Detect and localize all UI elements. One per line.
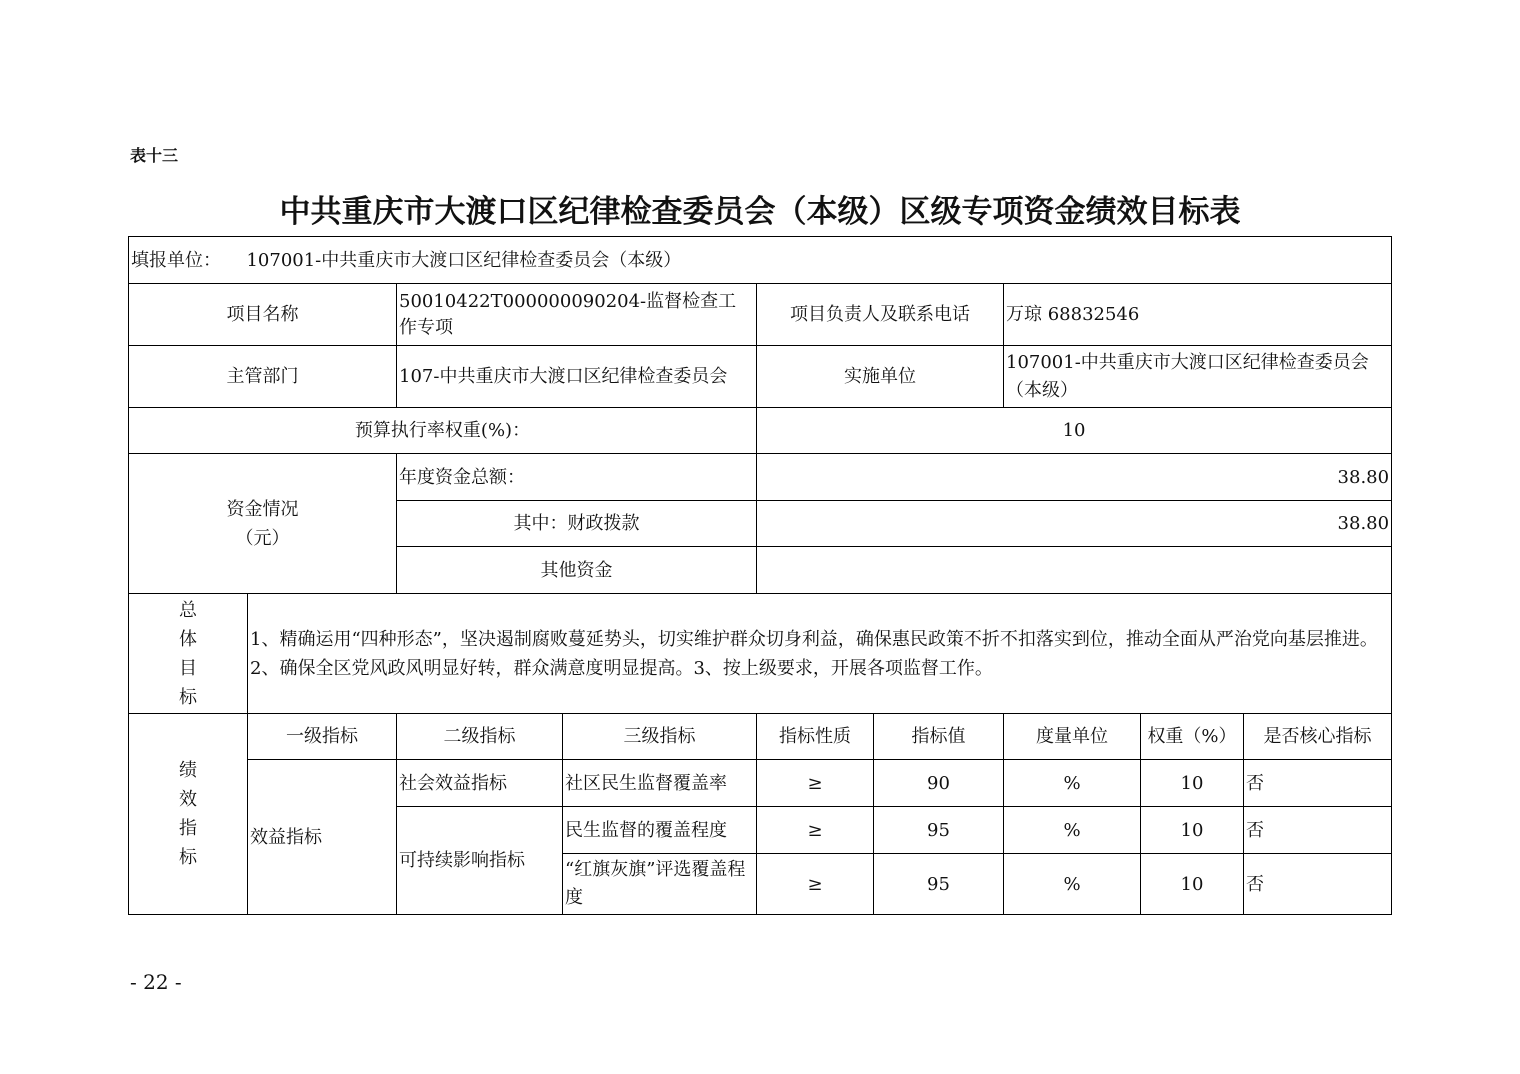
other-funds-label: 其他资金 xyxy=(397,547,757,594)
core-cell: 否 xyxy=(1244,807,1392,854)
unit-cell: % xyxy=(1004,854,1141,915)
header-level3: 三级指标 xyxy=(563,714,757,760)
value-cell: 95 xyxy=(874,807,1004,854)
implementing-unit-value: 107001-中共重庆市大渡口区纪律检查委员会（本级） xyxy=(1004,346,1392,408)
project-owner-value: 万琼 68832546 xyxy=(1004,284,1392,346)
funds-label xyxy=(129,454,397,594)
funds-label-text: 资金情况（元） xyxy=(226,498,299,549)
level2-social-cell: 社会效益指标 xyxy=(397,760,563,807)
other-funds-value xyxy=(757,547,1392,594)
weight-cell: 10 xyxy=(1141,807,1244,854)
fiscal-funds-label: 其中：财政拨款 xyxy=(397,501,757,547)
overall-goal-label-text: 总体目标 xyxy=(179,599,197,708)
value-cell: 95 xyxy=(874,854,1004,915)
fill-unit-value: 107001-中共重庆市大渡口区纪律检查委员会（本级） xyxy=(246,249,682,271)
nature-cell: ≥ xyxy=(757,807,874,854)
header-core: 是否核心指标 xyxy=(1244,714,1392,760)
level3-cell: 民生监督的覆盖程度 xyxy=(563,807,757,854)
level3-cell: “红旗灰旗”评选覆盖程度 xyxy=(563,854,757,915)
unit-cell: % xyxy=(1004,760,1141,807)
header-nature: 指标性质 xyxy=(757,714,874,760)
supervising-dept-value: 107-中共重庆市大渡口区纪律检查委员会 xyxy=(397,346,757,408)
header-level2: 二级指标 xyxy=(397,714,563,760)
page-title: 中共重庆市大渡口区纪律检查委员会（本级）区级专项资金绩效目标表 xyxy=(279,194,1241,230)
weight-cell: 10 xyxy=(1141,854,1244,915)
unit-cell: % xyxy=(1004,807,1141,854)
nature-cell: ≥ xyxy=(757,854,874,915)
core-cell: 否 xyxy=(1244,854,1392,915)
weight-cell: 10 xyxy=(1141,760,1244,807)
fill-unit-row xyxy=(129,237,1392,284)
project-name-value: 50010422T000000090204-监督检查工作专项 xyxy=(397,284,757,346)
level2-sustain-cell: 可持续影响指标 xyxy=(397,807,563,915)
fiscal-funds-value: 38.80 xyxy=(757,501,1392,547)
implementing-unit-label: 实施单位 xyxy=(757,346,1004,408)
table-row xyxy=(129,760,1392,807)
level1-cell: 效益指标 xyxy=(248,760,397,915)
overall-goal-text: 1、精确运用“四种形态”，坚决遏制腐败蔓延势头，切实维护群众切身利益，确保惠民政策不折不扣落实到位，推动全面从严治党向基层推进。2、确保全区党风政风明显好转，群众满意度明显提高。3、按上级要求，开展各项监督工作。 xyxy=(248,594,1392,714)
annual-total-value: 38.80 xyxy=(757,454,1392,501)
supervising-dept-label: 主管部门 xyxy=(129,346,397,408)
performance-target-table xyxy=(128,236,1392,915)
performance-label-text: 绩效指标 xyxy=(179,760,197,868)
level3-cell: 社区民生监督覆盖率 xyxy=(563,760,757,807)
header-level1: 一级指标 xyxy=(248,714,397,760)
value-cell: 90 xyxy=(874,760,1004,807)
fill-unit-label: 填报单位： xyxy=(131,249,221,271)
budget-weight-label: 预算执行率权重(%)： xyxy=(129,408,757,454)
core-cell: 否 xyxy=(1244,760,1392,807)
page-number: - 22 - xyxy=(130,970,182,994)
header-weight: 权重（%） xyxy=(1141,714,1244,760)
header-unit: 度量单位 xyxy=(1004,714,1141,760)
header-value: 指标值 xyxy=(874,714,1004,760)
table-label: 表十三 xyxy=(130,146,179,165)
annual-total-label: 年度资金总额： xyxy=(397,454,757,501)
project-name-label: 项目名称 xyxy=(129,284,397,346)
performance-label xyxy=(129,714,248,915)
project-owner-label: 项目负责人及联系电话 xyxy=(757,284,1004,346)
overall-goal-label xyxy=(129,594,248,714)
budget-weight-value: 10 xyxy=(757,408,1392,454)
nature-cell: ≥ xyxy=(757,760,874,807)
